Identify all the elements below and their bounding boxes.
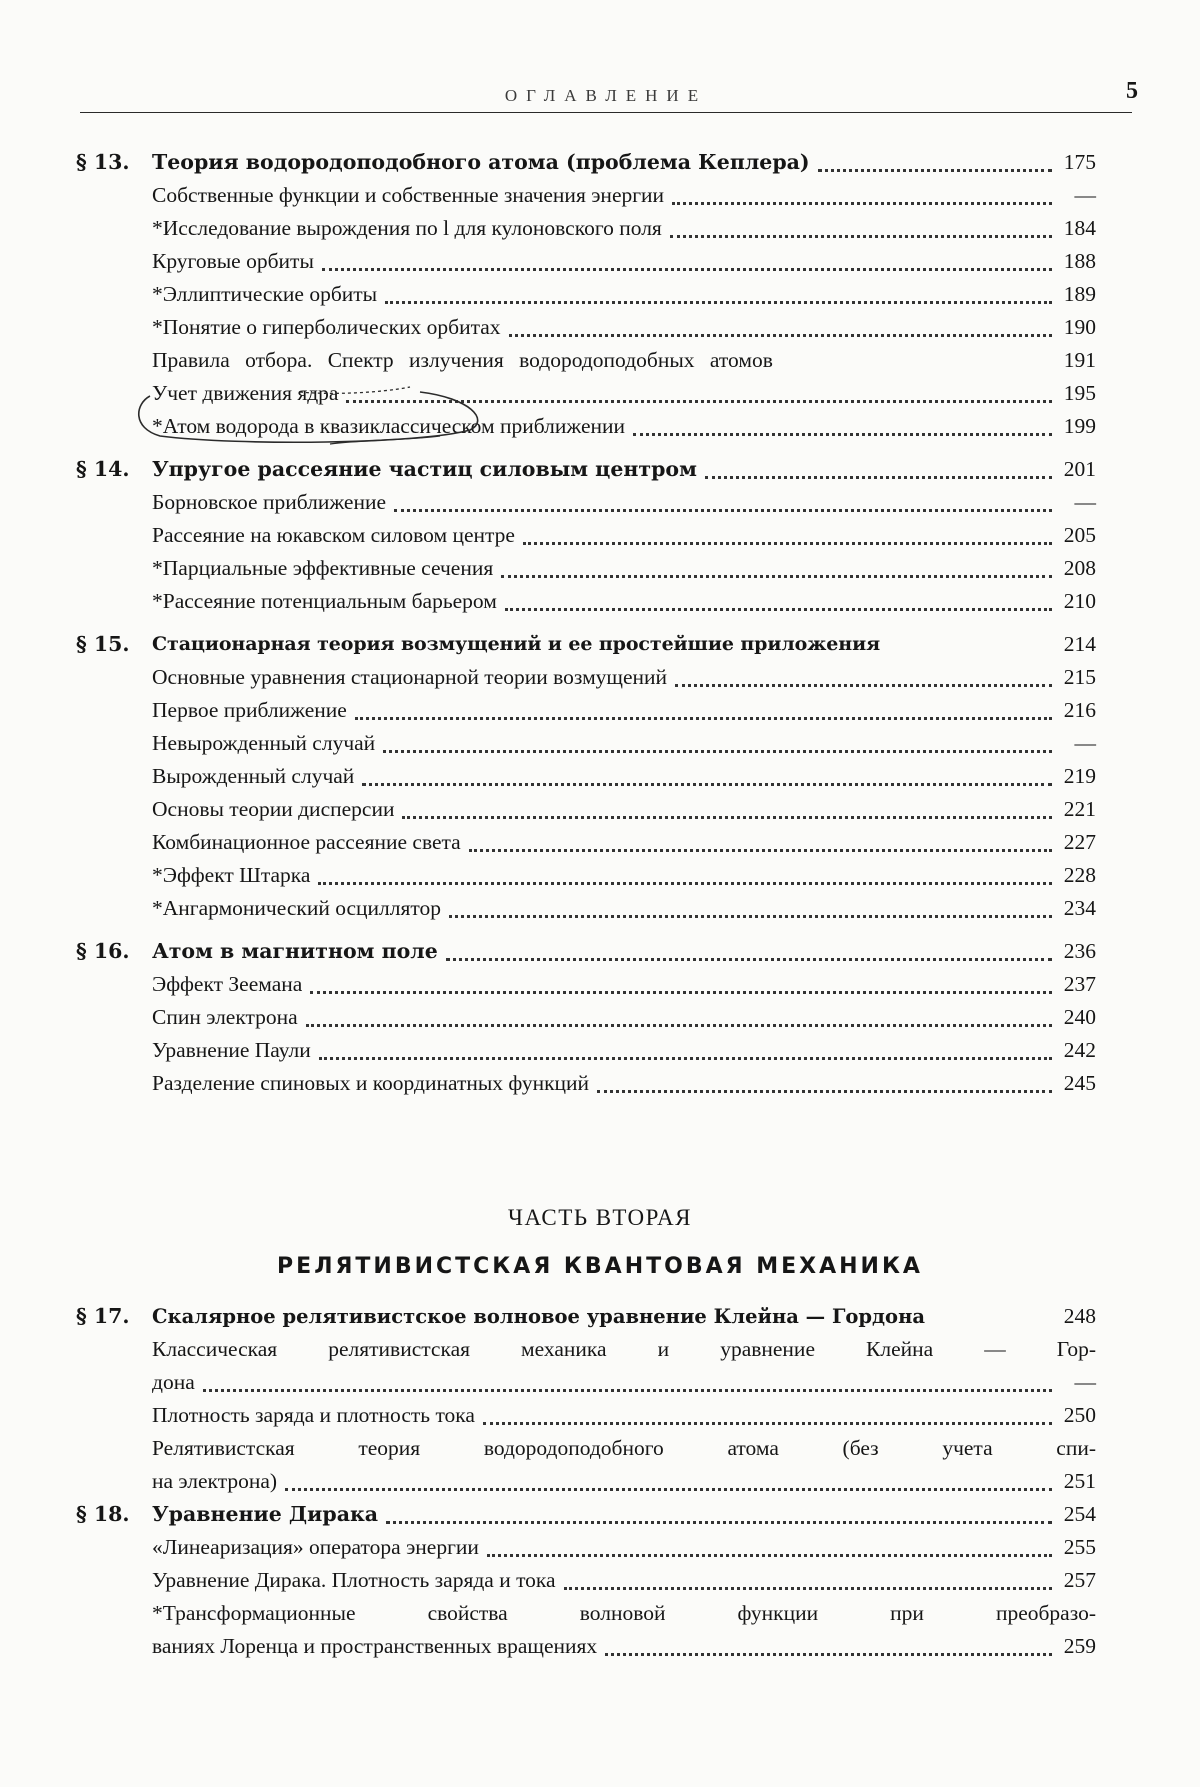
entry-page: 221 [1063, 797, 1096, 821]
leader-dots [285, 1488, 1052, 1491]
entry-title: *Парциальные эффективные сечения [152, 556, 494, 580]
entry-title: Уравнение Паули [152, 1038, 311, 1062]
toc-entry[interactable] [76, 1630, 1096, 1663]
toc-entry[interactable] [76, 727, 1096, 760]
entry-title: Основные уравнения стационарной теории возмущений [152, 665, 668, 689]
entry-title: Первое приближение [152, 698, 347, 722]
toc-entry[interactable] [76, 1034, 1096, 1067]
leader-dots [597, 1090, 1052, 1093]
entry-title: *Понятие о гиперболических орбитах [152, 315, 501, 339]
entry-page: 259 [1063, 1634, 1096, 1658]
entry-title: Эффект Зеемана [152, 972, 303, 996]
leader-dots [487, 1554, 1052, 1557]
entry-title: *Ангармонический осциллятор [152, 896, 442, 920]
section-gap [76, 618, 1096, 628]
toc-entry[interactable] [76, 661, 1096, 694]
entry-title: Рассеяние на юкавском силовом центре [152, 523, 515, 547]
section-title: Уравнение Дирака [152, 1502, 379, 1526]
section-gap [76, 443, 1096, 453]
entry-title-line1: Классическая релятивистская механика и уравнение Клейна — Гор- [152, 1337, 1096, 1361]
section-gap [76, 925, 1096, 935]
entry-page: 227 [1063, 830, 1096, 854]
section-mark: § 15. [76, 632, 130, 656]
toc-entry[interactable] [76, 1001, 1096, 1034]
entry-title-line2: ваниях Лоренца и пространственных вращениях [152, 1634, 598, 1658]
entry-title: Комбинационное рассеяние света [152, 830, 461, 854]
toc-entry[interactable] [76, 410, 1096, 443]
section-page: 214 [1063, 632, 1096, 656]
leader-dots [505, 608, 1052, 611]
section-mark: § 17. [76, 1304, 130, 1328]
page-number: 5 [1126, 78, 1138, 104]
leader-dots [383, 750, 1052, 753]
toc-section-17 [76, 1300, 1096, 1498]
entry-title-line1: Релятивистская теория водородоподобного атома (без учета спи- [152, 1436, 1096, 1460]
entry-page: 191 [1063, 348, 1096, 372]
entry-page: 188 [1063, 249, 1096, 273]
leader-dots [310, 991, 1052, 994]
running-head [80, 78, 1138, 113]
toc-entry[interactable] [76, 377, 1096, 410]
entry-title-line1: *Трансформационные свойства волновой функции при преобразо- [152, 1601, 1096, 1625]
entry-page: 189 [1063, 282, 1096, 306]
section-heading[interactable] [76, 628, 1096, 661]
toc-entry[interactable] [76, 1465, 1096, 1498]
entry-page: 255 [1063, 1535, 1096, 1559]
section-heading[interactable] [76, 1498, 1096, 1531]
entry-title: Борновское приближение [152, 490, 387, 514]
toc-entry[interactable] [76, 519, 1096, 552]
leader-dots [402, 816, 1052, 819]
section-page: 175 [1063, 150, 1096, 174]
entry-page: 257 [1063, 1568, 1096, 1592]
entry-title: Вырожденный случай [152, 764, 355, 788]
section-mark: § 13. [76, 150, 130, 174]
toc-entry[interactable] [76, 826, 1096, 859]
section-title: Стационарная теория возмущений и ее простейшие приложения [152, 633, 881, 655]
section-mark: § 16. [76, 939, 130, 963]
toc-entry[interactable] [76, 1564, 1096, 1597]
entry-page: 205 [1063, 523, 1096, 547]
leader-dots [449, 915, 1052, 918]
entry-page: 245 [1063, 1071, 1096, 1095]
entry-title: Круговые орбиты [152, 249, 314, 273]
toc-entry[interactable] [76, 1366, 1096, 1399]
section-heading[interactable] [76, 453, 1096, 486]
section-page: 201 [1063, 457, 1096, 481]
leader-dots [362, 783, 1052, 786]
entry-page: 190 [1063, 315, 1096, 339]
toc-part-one [76, 146, 1096, 1100]
entry-page: 234 [1063, 896, 1096, 920]
leader-dots [509, 334, 1052, 337]
entry-title: Спин электрона [152, 1005, 298, 1029]
toc-entry[interactable] [76, 585, 1096, 618]
entry-page: 195 [1063, 381, 1096, 405]
section-title: Теория водородоподобного атома (проблема Кеплера) [152, 150, 810, 174]
part-label: ЧАСТЬ ВТОРАЯ [508, 1205, 692, 1230]
leader-dots [670, 235, 1052, 238]
toc-section-13 [76, 146, 1096, 443]
section-page: 248 [1063, 1304, 1096, 1328]
entry-page: 237 [1063, 972, 1096, 996]
entry-page: 219 [1063, 764, 1096, 788]
leader-dots [675, 684, 1052, 687]
entry-page: — [1074, 731, 1096, 755]
entry-page: — [1074, 490, 1096, 514]
section-title: Скалярное релятивистское волновое уравнение Клейна — Гордона [152, 1305, 925, 1328]
leader-dots [318, 882, 1052, 885]
toc-section-16 [76, 935, 1096, 1100]
running-title: ОГЛАВЛЕНИЕ [504, 86, 708, 105]
entry-title: *Эффект Штарка [152, 863, 311, 887]
entry-title: *Атом водорода в квазиклассическом приближении [152, 414, 626, 438]
toc-section-14 [76, 453, 1096, 618]
entry-page: 215 [1063, 665, 1096, 689]
leader-dots [501, 575, 1052, 578]
toc-entry[interactable] [76, 344, 1096, 377]
entry-title-line2: на электрона) [152, 1469, 278, 1493]
entry-title: *Исследование вырождения по l для кулоновского поля [152, 216, 662, 240]
section-mark: § 14. [76, 457, 130, 481]
entry-title: Уравнение Дирака. Плотность заряда и тока [152, 1568, 556, 1592]
leader-dots [469, 849, 1052, 852]
toc-entry[interactable] [76, 278, 1096, 311]
leader-dots [633, 433, 1052, 436]
entry-title: Собственные функции и собственные значения энергии [152, 183, 665, 207]
leader-dots [319, 1057, 1052, 1060]
toc-entry[interactable] [76, 179, 1096, 212]
leader-dots [705, 476, 1052, 479]
entry-page: 240 [1063, 1005, 1096, 1029]
entry-page: 251 [1063, 1469, 1096, 1493]
leader-dots [386, 1521, 1052, 1524]
section-heading[interactable] [76, 935, 1096, 968]
leader-dots [385, 301, 1052, 304]
leader-dots [446, 958, 1052, 961]
leader-dots [564, 1587, 1052, 1590]
section-heading[interactable] [76, 146, 1096, 179]
entry-page: 250 [1063, 1403, 1096, 1427]
entry-page: 242 [1063, 1038, 1096, 1062]
entry-page: 210 [1063, 589, 1096, 613]
leader-dots [322, 268, 1052, 271]
leader-dots [672, 202, 1052, 205]
entry-page: — [1074, 183, 1096, 207]
toc-entry[interactable] [76, 694, 1096, 727]
part-title: РЕЛЯТИВИСТСКАЯ КВАНТОВАЯ МЕХАНИКА [277, 1254, 923, 1279]
entry-page: 208 [1063, 556, 1096, 580]
toc-section-15 [76, 628, 1096, 925]
entry-title: Правила отбора. Спектр излучения водородоподобных атомов [152, 348, 773, 372]
entry-title: *Рассеяние потенциальным барьером [152, 589, 497, 613]
toc-entry[interactable] [76, 968, 1096, 1001]
leader-dots [203, 1389, 1052, 1392]
leader-dots [394, 509, 1052, 512]
entry-title: Невырожденный случай [152, 731, 376, 755]
section-heading[interactable] [76, 1300, 1096, 1333]
toc-entry[interactable] [76, 1067, 1096, 1100]
entry-title: «Линеаризация» оператора энергии [152, 1535, 479, 1559]
toc-entry[interactable] [76, 859, 1096, 892]
section-page: 236 [1063, 939, 1096, 963]
leader-dots [306, 1024, 1052, 1027]
toc-entry[interactable] [76, 892, 1096, 925]
toc-entry[interactable] [76, 793, 1096, 826]
leader-dots [346, 400, 1052, 403]
toc-section-18 [76, 1498, 1096, 1663]
toc-entry[interactable] [76, 212, 1096, 245]
entry-title-line2: дона [152, 1370, 195, 1394]
entry-title: Разделение спиновых и координатных функций [152, 1071, 590, 1095]
entry-page: 216 [1063, 698, 1096, 722]
entry-page: 228 [1063, 863, 1096, 887]
toc-entry[interactable] [76, 245, 1096, 278]
section-mark: § 18. [76, 1502, 130, 1526]
entry-title: *Эллиптические орбиты [152, 282, 378, 306]
toc-entry[interactable] [76, 1399, 1096, 1432]
toc-entry[interactable] [76, 311, 1096, 344]
entry-page: 199 [1063, 414, 1096, 438]
leader-dots [605, 1653, 1052, 1656]
entry-title: Плотность заряда и плотность тока [152, 1403, 475, 1427]
entry-page: 184 [1063, 216, 1096, 240]
toc-entry[interactable] [76, 760, 1096, 793]
section-title: Упругое рассеяние частиц силовым центром [152, 457, 697, 481]
toc-part-two [76, 1300, 1096, 1663]
entry-title: Основы теории дисперсии [152, 797, 395, 821]
section-title: Атом в магнитном поле [152, 939, 438, 963]
leader-dots [355, 717, 1052, 720]
leader-dots [523, 542, 1052, 545]
entry-page: — [1074, 1370, 1096, 1394]
toc-entry[interactable] [76, 1531, 1096, 1564]
toc-entry[interactable] [76, 486, 1096, 519]
toc-entry[interactable] [76, 552, 1096, 585]
leader-dots [818, 169, 1052, 172]
section-page: 254 [1063, 1502, 1096, 1526]
entry-title: Учет движения ядра [152, 381, 339, 405]
leader-dots [483, 1422, 1052, 1425]
